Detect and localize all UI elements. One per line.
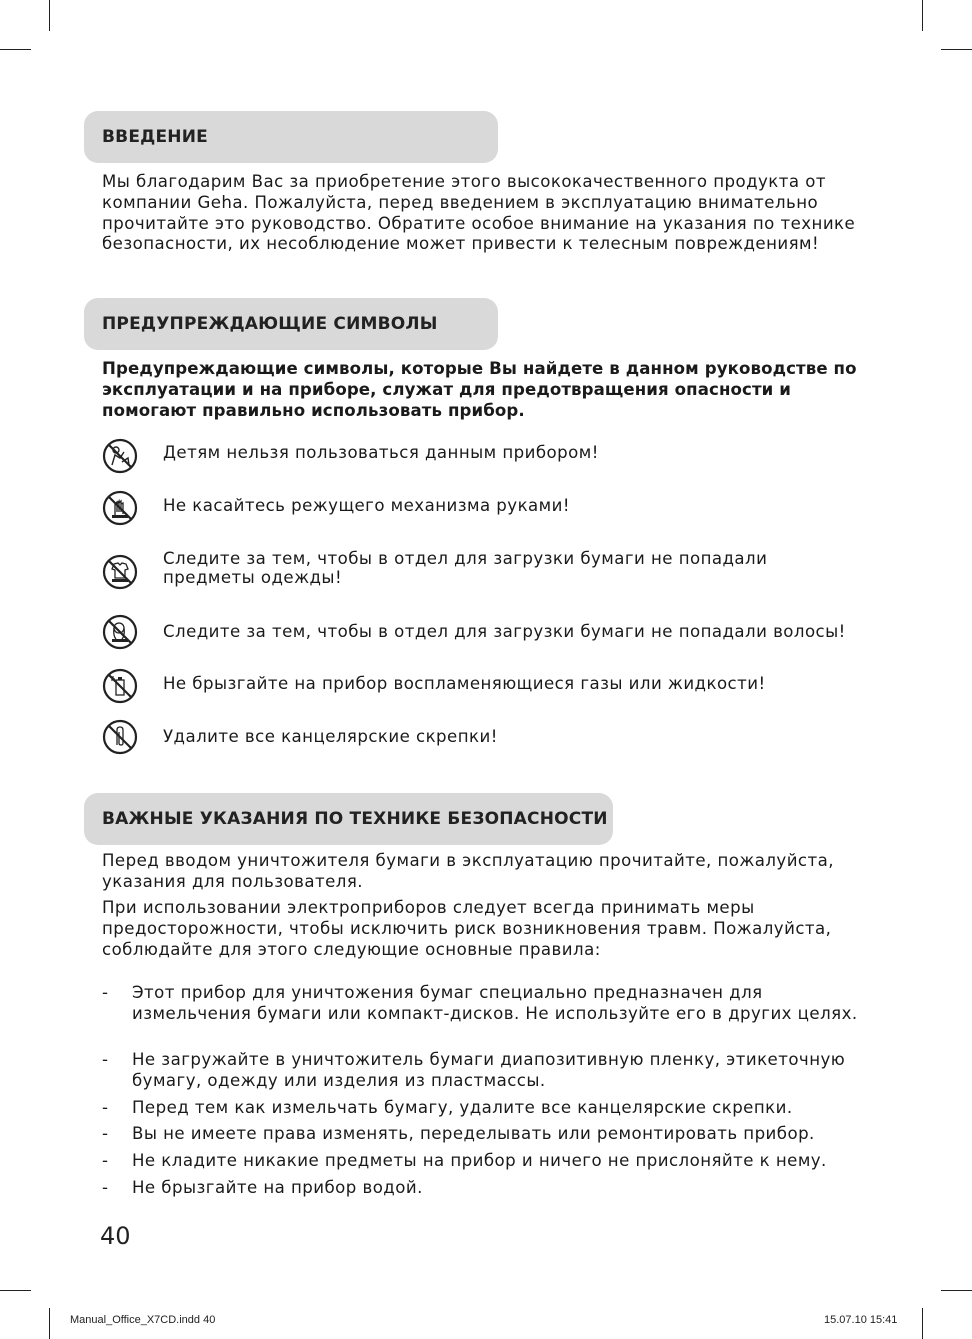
footer-file: Manual_Office_X7CD.indd 40 [70, 1314, 216, 1326]
bullet-dash: - [102, 1178, 108, 1197]
section-header-intro: ВВЕДЕНИЕ [84, 111, 498, 163]
list-item-text: Перед тем как измельчать бумагу, удалите все канцелярские скрепки. [132, 1098, 793, 1117]
crop-mark [49, 1308, 50, 1339]
list-item-text: Этот прибор для уничтожения бумаг специально предназначен для измельчения бумаги или компакт-дисков. Не используйте его в других целях. [132, 983, 858, 1023]
symbol-text: Детям нельзя пользоваться данным прибором! [163, 443, 599, 462]
symbol-text: Удалите все канцелярские скрепки! [163, 727, 498, 746]
symbol-text: Не касайтесь режущего механизма руками! [163, 496, 570, 515]
no-children-icon [102, 438, 138, 474]
symbol-row [102, 438, 862, 478]
safety-paragraph-2: При использовании электроприборов следует всегда принимать меры предосторожности, чтобы исключить риск возникновения травм. Пожалуйста, соблюдайте для этого следующие основные правила: [102, 898, 832, 959]
crop-mark [0, 1290, 31, 1291]
list-item-text: Не кладите никакие предметы на прибор и ничего не прислоняйте к нему. [132, 1151, 827, 1170]
crop-mark [941, 1290, 972, 1291]
no-paperclips-icon [102, 719, 138, 755]
page-number: 40 [100, 1222, 131, 1250]
list-item-text: Не загружайте в уничтожитель бумаги диапозитивную пленку, этикеточную бумагу, одежду или изделия из пластмассы. [132, 1050, 846, 1090]
intro-paragraph: Мы благодарим Вас за приобретение этого высококачественного продукта от компании Geha. Пожалуйста, перед введением в эксплуатацию внимательно прочитайте это руководство. Обратите особое внимание на указания по технике безопасности, их несоблюдение может привести к телесным повреждениям! [102, 172, 856, 254]
bullet-dash: - [102, 983, 108, 1002]
footer-datetime: 15.07.10 15:41 [824, 1314, 898, 1326]
warnings-intro: Предупреждающие символы, которые Вы найдете в данном руководстве по эксплуатации и на приборе, служат для предотвращения опасности и помогают правильно использовать прибор. [102, 359, 857, 420]
symbol-row [102, 719, 862, 759]
symbol-row [102, 666, 862, 706]
safety-paragraph-1: Перед вводом уничтожителя бумаги в эксплуатацию прочитайте, пожалуйста, указания для пользователя. [102, 851, 834, 891]
crop-mark [922, 0, 923, 31]
crop-mark [922, 1308, 923, 1339]
crop-mark [49, 0, 50, 31]
no-spray-icon [102, 668, 138, 704]
symbol-text: Не брызгайте на прибор воспламеняющиеся газы или жидкости! [163, 674, 766, 693]
section-header-safety: ВАЖНЫЕ УКАЗАНИЯ ПО ТЕХНИКЕ БЕЗОПАСНОСТИ [84, 793, 613, 845]
no-hair-icon [102, 614, 138, 650]
section-header-warnings: ПРЕДУПРЕЖДАЮЩИЕ СИМВОЛЫ [84, 298, 498, 350]
bullet-dash: - [102, 1124, 108, 1143]
crop-mark [941, 49, 972, 50]
symbol-text: Следите за тем, чтобы в отдел для загрузки бумаги не попадали предметы одежды! [163, 549, 768, 587]
bullet-dash: - [102, 1098, 108, 1117]
symbol-row [102, 490, 862, 530]
bullet-dash: - [102, 1050, 108, 1069]
list-item-text: Не брызгайте на прибор водой. [132, 1178, 423, 1197]
crop-mark [0, 49, 31, 50]
no-clothing-icon [102, 554, 138, 590]
no-hands-icon [102, 490, 138, 526]
symbol-text: Следите за тем, чтобы в отдел для загрузки бумаги не попадали волосы! [163, 622, 846, 641]
list-item-text: Вы не имеете права изменять, переделывать или ремонтировать прибор. [132, 1124, 815, 1143]
symbol-row [102, 549, 862, 592]
bullet-dash: - [102, 1151, 108, 1170]
symbol-row [102, 614, 862, 654]
